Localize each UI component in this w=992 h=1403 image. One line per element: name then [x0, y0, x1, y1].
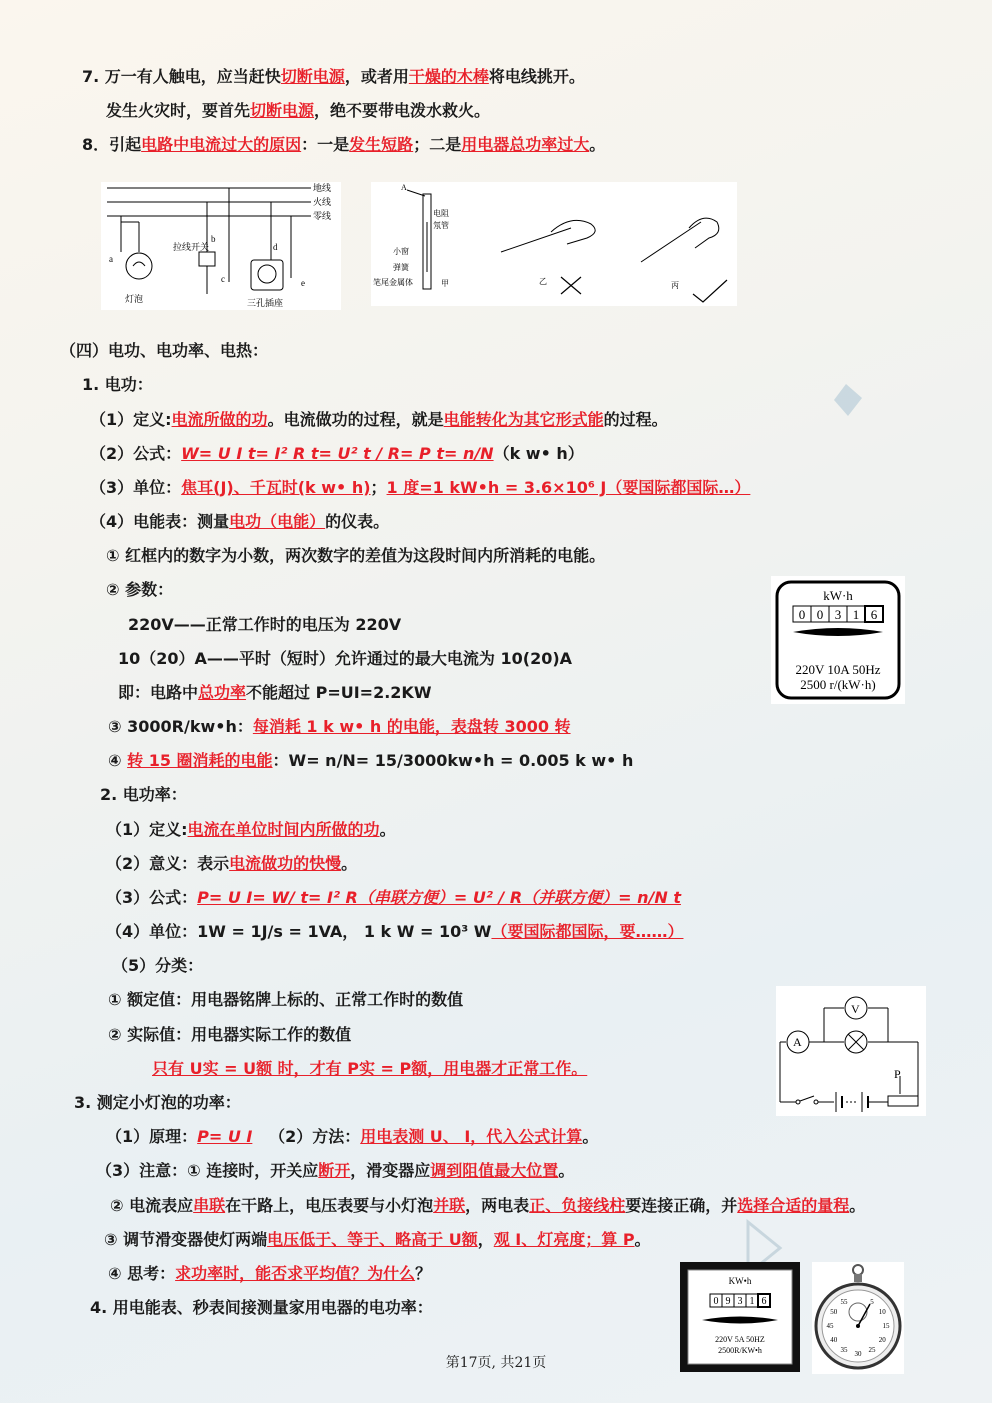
- point-a: a: [109, 254, 113, 264]
- bulb-label: 灯泡: [125, 294, 144, 304]
- line-power-meaning: （2）意义：表示电流做功的快慢。: [106, 854, 358, 873]
- rheostat-label: P: [894, 1067, 901, 1081]
- pen-label-spring: 弹簧: [393, 263, 409, 272]
- meter1-digit: 0: [816, 607, 824, 622]
- line-notes-1: （3）注意：① 连接时，开关应断开，滑变器应调到阻值最大位置。: [96, 1161, 575, 1180]
- line-meter-4: ④ 转 15 圈消耗的电能：W= n/N= 15/3000kw•h = 0.005 k w• h: [108, 751, 634, 770]
- ammeter-label: A: [793, 1035, 802, 1049]
- meter1-digit: 6: [870, 607, 878, 622]
- line-meter-3: ③ 3000R/kw•h：每消耗 1 k w• h 的电能，表盘转 3000 转: [108, 717, 571, 736]
- line-8: 8．引起电路中电流过大的原因：一是发生短路；二是用电器总功率过大。: [82, 135, 606, 154]
- stopwatch-number: 5: [870, 1297, 874, 1306]
- meter1-digits: [793, 606, 883, 622]
- line-voltage-param: 220V——正常工作时的电压为 220V: [128, 615, 402, 634]
- pen-label-yi: 乙: [539, 277, 547, 286]
- line-work-formula: （2）公式：W= U I t= I² R t= U² t / R= P t= n/N（k w• h）: [90, 444, 584, 463]
- pen-label-neon: 氖管: [433, 221, 449, 230]
- stopwatch-number: 50: [830, 1308, 838, 1316]
- point-d: d: [273, 242, 278, 252]
- line-power-definition: （1）定义:电流在单位时间内所做的功。: [106, 820, 396, 839]
- line-classification: （5）分类：: [112, 956, 204, 975]
- page-footer: 第17页, 共21页: [445, 1355, 547, 1371]
- line-notes-3: ③ 调节滑变器使灯两端电压低于、等于、略高于 U额，观 I、灯亮度；算 P。: [104, 1230, 651, 1249]
- stopwatch-number: 35: [840, 1346, 848, 1355]
- meter1-digit: 3: [834, 607, 842, 622]
- heading-indirect-measure: 4. 用电能表、秒表间接测量家用电器的电功率：: [90, 1298, 433, 1317]
- stopwatch-number: 40: [830, 1336, 838, 1344]
- heading-power: 2. 电功率：: [100, 785, 187, 804]
- line-work-unit: （3）单位：焦耳(J)、千瓦时(k w• h)；1 度=1 kW•h = 3.6×10⁶ J（要国际都国际…）: [90, 478, 751, 497]
- line-meter: （4）电能表：测量电功（电能）的仪表。: [90, 512, 390, 531]
- wiring-diagram: [101, 182, 341, 310]
- line-normal-condition: 只有 U实 = U额 时，才有 P实 = P额，用电器才正常工作。: [152, 1059, 588, 1078]
- meter1-spec1: 220V 10A 50Hz: [795, 662, 881, 677]
- line-power-formula: （3）公式：P= U I= W/ t= I² R（串联方便）= U² / R（并联方便）= n/N t: [106, 888, 681, 907]
- sec4-title: （四）电功、电功率、电热：: [60, 341, 269, 360]
- line-meter-1: ① 红框内的数字为小数，两次数字的差值为这段时间内所消耗的电能。: [106, 546, 606, 565]
- socket-label: 三孔插座: [247, 298, 284, 308]
- line-actual-value: ② 实际值：用电器实际工作的数值: [108, 1025, 352, 1044]
- test-pen-diagram: [371, 182, 737, 306]
- stopwatch-number: 55: [840, 1297, 848, 1306]
- ground-wire-label: 地线: [313, 183, 332, 193]
- lamp-power-circuit: [776, 986, 926, 1116]
- heading-electric-work: 1. 电功：: [82, 375, 153, 394]
- meter2-unit: KW•h: [728, 1276, 752, 1286]
- line-7b: 发生火灾时，要首先切断电源，绝不要带电泼水救火。: [106, 101, 491, 120]
- pen-label-a: A: [401, 183, 407, 192]
- point-e: e: [301, 278, 305, 288]
- pen-label-resistor: 电阻: [433, 209, 449, 218]
- heading-measure-power: 3. 测定小灯泡的功率：: [74, 1093, 241, 1112]
- meter2-digit: 3: [737, 1296, 743, 1307]
- live-wire-label: 火线: [313, 197, 332, 207]
- point-b: b: [211, 234, 216, 244]
- neutral-wire-label: 零线: [313, 211, 332, 221]
- line-power-unit: （4）单位：1W = 1J/s = 1VA， 1 k W = 10³ W（要国际都国际，要……）: [106, 922, 684, 941]
- meter2-digit: 6: [761, 1296, 767, 1307]
- meter1-unit: kW·h: [823, 588, 853, 603]
- stopwatch-number: 25: [868, 1346, 876, 1355]
- voltmeter-label: V: [851, 1002, 860, 1016]
- line-notes-4: ④ 思考：求功率时，能否求平均值？为什么？: [108, 1264, 432, 1283]
- pen-label-jia: 甲: [441, 279, 449, 288]
- point-c: c: [221, 274, 225, 284]
- energy-meter-1: [771, 576, 905, 704]
- meter2-digit: 9: [725, 1296, 731, 1307]
- line-principle-method: （1）原理：P= U I （2）方法：用电表测 U、 I，代入公式计算。: [106, 1127, 599, 1146]
- line-max-power: 即：电路中总功率不能超过 P=UI=2.2KW: [118, 683, 432, 702]
- stopwatch-number: 15: [882, 1322, 890, 1330]
- stopwatch-number: 10: [878, 1308, 886, 1316]
- stopwatch-number: 20: [878, 1336, 886, 1344]
- line-rated-value: ① 额定值：用电器铭牌上标的、正常工作时的数值: [108, 990, 464, 1009]
- line-current-param: 10（20）A——平时（短时）允许通过的最大电流为 10(20)A: [118, 649, 573, 668]
- meter1-spec2: 2500 r/(kW·h): [800, 677, 876, 692]
- pen-label-bing: 丙: [671, 281, 679, 290]
- pen-label-window: 小窗: [393, 247, 409, 256]
- line-notes-2: ② 电流表应串联在干路上，电压表要与小灯泡并联，两电表正、负接线柱要连接正确，并选择合适的量程。: [110, 1196, 866, 1215]
- meter2-spec1: 220V 5A 50HZ: [715, 1335, 765, 1344]
- switch-label: 拉线开关: [173, 242, 210, 252]
- decor-diamond: [826, 380, 866, 420]
- line-work-definition: （1）定义:电流所做的功。电流做功的过程，就是电能转化为其它形式能的过程。: [90, 410, 668, 429]
- meter2-digit: 1: [749, 1296, 755, 1307]
- pen-label-metal: 笔尾金属体: [373, 278, 413, 287]
- line-7: 7. 万一有人触电，应当赶快切断电源，或者用干燥的木棒将电线挑开。: [82, 67, 585, 86]
- meter2-digit: 0: [713, 1296, 719, 1307]
- line-meter-2: ② 参数：: [106, 580, 174, 599]
- meter1-digit: 0: [798, 607, 806, 622]
- meter2-spec2: 2500R/KW•h: [718, 1346, 762, 1355]
- stopwatch-number: 45: [826, 1322, 834, 1330]
- meter2-digits: [710, 1294, 770, 1307]
- stopwatch-number: 30: [854, 1350, 862, 1358]
- meter1-digit: 1: [852, 607, 860, 622]
